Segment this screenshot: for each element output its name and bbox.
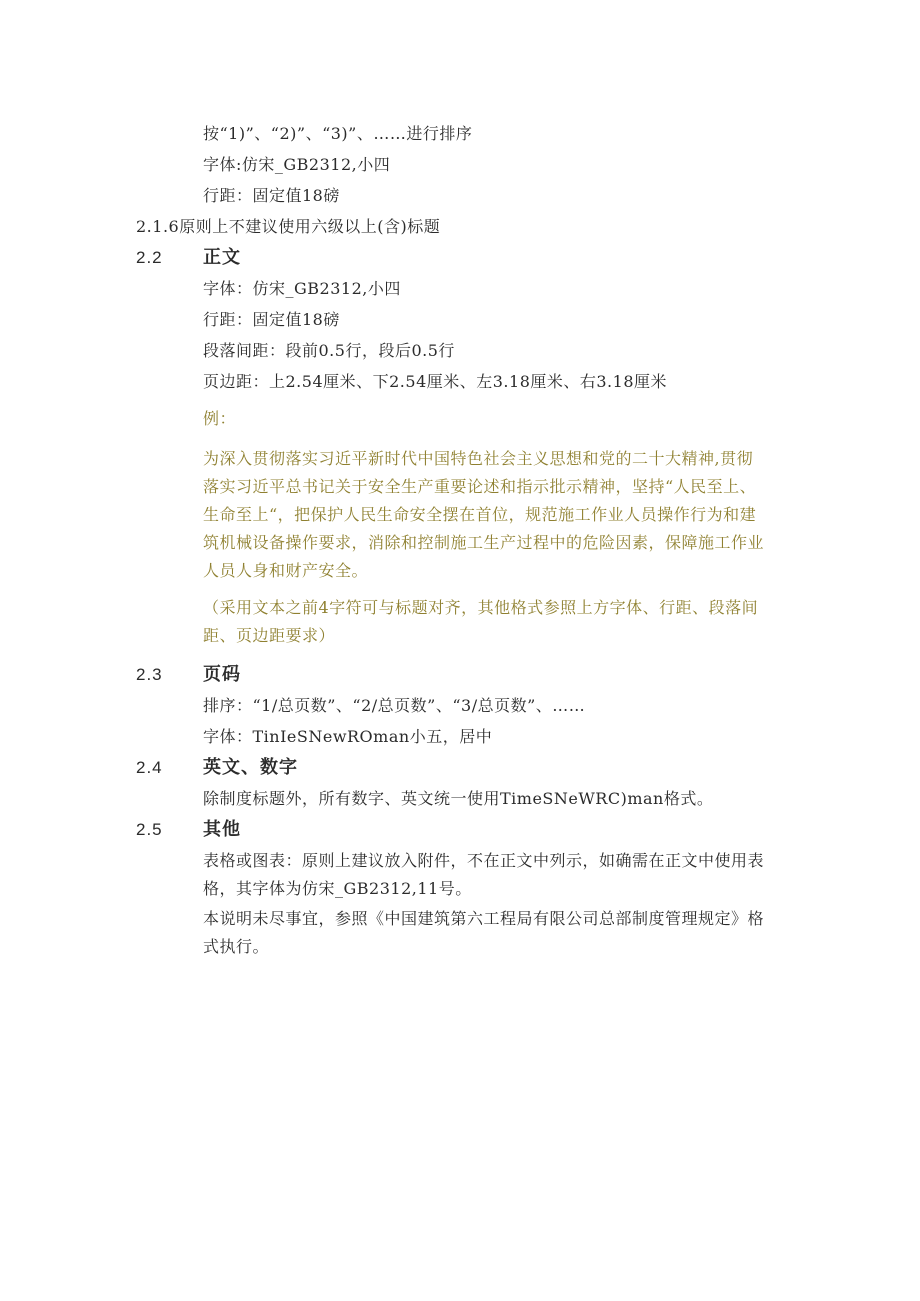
example-paragraph-line: 生命至上“，把保护人民生命安全摆在首位，规范施工作业人员操作行为和建 bbox=[203, 505, 757, 524]
table-chart-rule-line: 表格或图表：原则上建议放入附件，不在正文中列示，如确需在正文中使用表 bbox=[203, 851, 765, 870]
section-2-4-number: 2.4 bbox=[136, 758, 163, 777]
example-paragraph-line: 为深入贯彻落实习近平新时代中国特色社会主义思想和党的二十大精神,贯彻 bbox=[203, 449, 754, 468]
page-number-ordering-rule: 排序：“1/总页数”、“2/总页数”、“3/总页数”、…… bbox=[203, 696, 586, 715]
closing-note-line: 本说明未尽事宜，参照《中国建筑第六工程局有限公司总部制度管理规定》格 bbox=[203, 909, 765, 928]
format-note-line: （采用文本之前4字符可与标题对齐，其他格式参照上方字体、行距、段落间 bbox=[203, 598, 759, 617]
section-2-5-number: 2.5 bbox=[136, 820, 163, 839]
line-spacing-rule-line: 行距：固定值18磅 bbox=[203, 186, 340, 205]
page-number-font-rule: 字体：TinIeSNewROman小五，居中 bbox=[203, 727, 493, 746]
subsection-2-1-6: 2.1.6原则上不建议使用六级以上(含)标题 bbox=[136, 217, 441, 236]
ordering-rule-line: 按“1)”、“2)”、“3)”、……进行排序 bbox=[203, 124, 473, 143]
english-number-rule: 除制度标题外，所有数字、英文统一使用TimeSNeWRC)man格式。 bbox=[203, 789, 714, 808]
example-paragraph-line: 落实习近平总书记关于安全生产重要论述和指示批示精神，坚持“人民至上、 bbox=[203, 477, 757, 496]
body-font-rule: 字体：仿宋_GB2312,小四 bbox=[203, 279, 401, 298]
section-2-4-title: 英文、数字 bbox=[203, 757, 298, 778]
format-note-line: 距、页边距要求） bbox=[203, 626, 336, 645]
table-chart-rule-line: 格，其字体为仿宋_GB2312,11号。 bbox=[203, 879, 472, 898]
section-2-5-title: 其他 bbox=[203, 819, 241, 840]
example-paragraph-line: 人员人身和财产安全。 bbox=[203, 561, 369, 580]
example-label: 例： bbox=[203, 409, 237, 428]
font-rule-line: 字体:仿宋_GB2312,小四 bbox=[203, 155, 391, 174]
closing-note-line: 式执行。 bbox=[203, 937, 270, 956]
example-paragraph-line: 筑机械设备操作要求，消除和控制施工生产过程中的危险因素，保障施工作业 bbox=[203, 533, 765, 552]
section-2-2-title: 正文 bbox=[203, 247, 241, 268]
section-2-3-title: 页码 bbox=[203, 664, 241, 685]
section-2-3-number: 2.3 bbox=[136, 665, 163, 684]
body-line-spacing-rule: 行距：固定值18磅 bbox=[203, 310, 340, 329]
page-margin-rule: 页边距：上2.54厘米、下2.54厘米、左3.18厘米、右3.18厘米 bbox=[203, 372, 668, 391]
paragraph-spacing-rule: 段落间距：段前0.5行，段后0.5行 bbox=[203, 341, 455, 360]
section-2-2-number: 2.2 bbox=[136, 248, 163, 267]
